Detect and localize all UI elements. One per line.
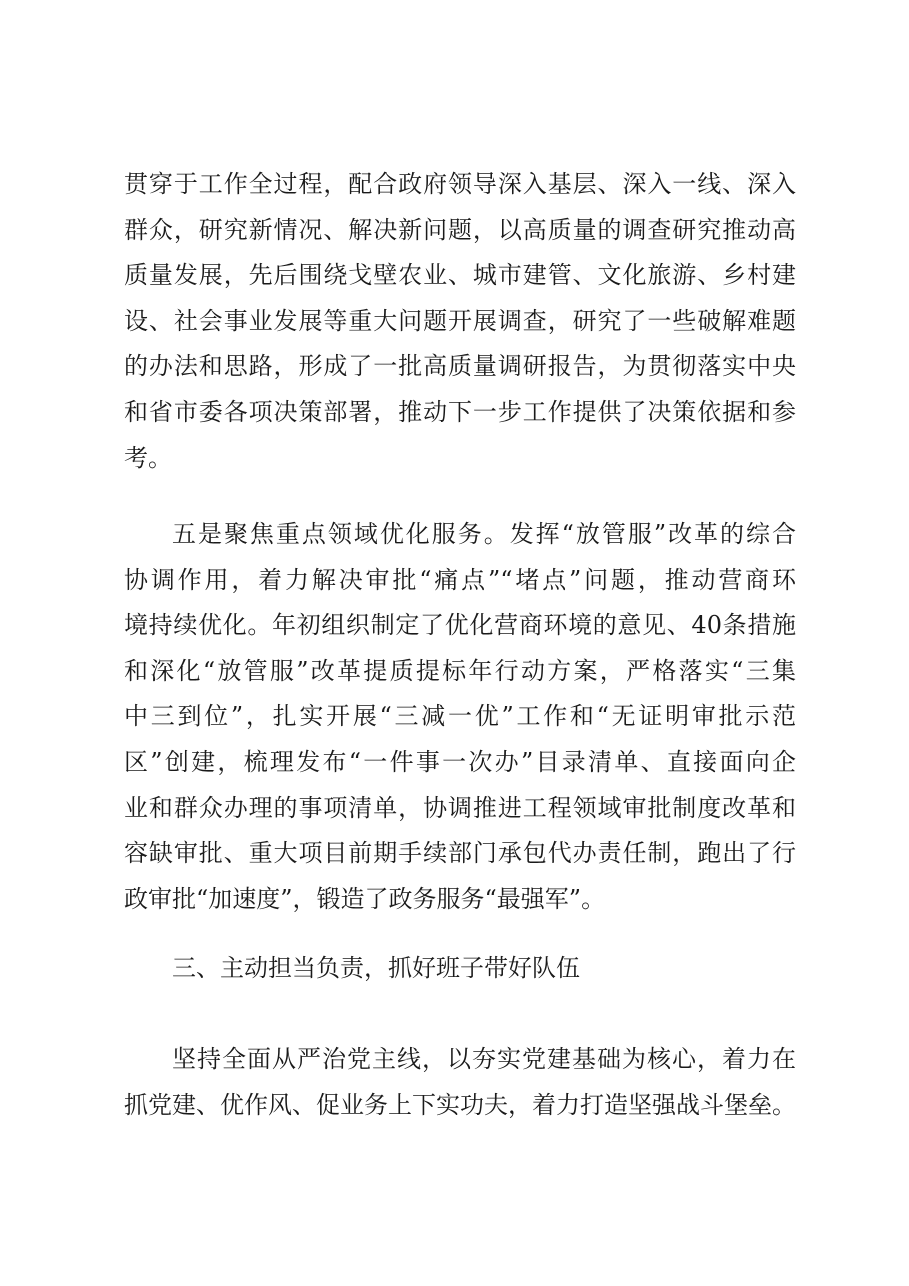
paragraph-line: 区”创建，梳理发布“一件事一次办”目录清单、直接面向企 bbox=[124, 747, 796, 776]
paragraph-line: 业和群众办理的事项清单，协调推进工程领域审批制度改革和 bbox=[124, 793, 796, 822]
paragraph-research bbox=[124, 162, 796, 481]
paragraph-line: 境持续优化。年初组织制定了优化营商环境的意见、40条措施 bbox=[124, 611, 796, 640]
paragraph-line: 的办法和思路，形成了一批高质量调研报告，为贯彻落实中央 bbox=[124, 352, 796, 381]
paragraph-line: 和深化“放管服”改革提质提标年行动方案，严格落实“三集 bbox=[124, 656, 796, 685]
paragraph-line: 五是聚焦重点领域优化服务。发挥“放管服”改革的综合 bbox=[172, 520, 796, 548]
paragraph-party-building bbox=[124, 1037, 796, 1128]
paragraph-line: 中三到位”，扎实开展“三减一优”工作和“无证明审批示范 bbox=[124, 702, 796, 731]
paragraph-service-optimization bbox=[124, 512, 796, 922]
paragraph-line: 贯穿于工作全过程，配合政府领导深入基层、深入一线、深入 bbox=[124, 170, 796, 198]
paragraph-line: 质量发展，先后围绕戈壁农业、城市建管、文化旅游、乡村建 bbox=[124, 261, 796, 290]
paragraph-line: 坚持全面从严治党主线，以夯实党建基础为核心，着力在 bbox=[172, 1045, 796, 1073]
paragraph-line: 容缺审批、重大项目前期手续部门承包代办责任制，跑出了行 bbox=[124, 839, 796, 868]
section-heading bbox=[124, 946, 796, 992]
paragraph-line: 考。 bbox=[124, 443, 172, 472]
paragraph-line: 设、社会事业发展等重大问题开展调查，研究了一些破解难题 bbox=[124, 306, 796, 335]
paragraph-line: 政审批“加速度”，锻造了政务服务“最强军”。 bbox=[124, 884, 606, 913]
paragraph-line: 协调作用，着力解决审批“痛点”“堵点”问题，推动营商环 bbox=[124, 565, 796, 594]
section-heading-text: 三、主动担当负责，抓好班子带好队伍 bbox=[172, 954, 580, 982]
paragraph-line: 抓党建、优作风、促业务上下实功夫，着力打造坚强战斗堡垒。 bbox=[124, 1090, 796, 1119]
paragraph-line: 群众，研究新情况、解决新问题，以高质量的调查研究推动高 bbox=[124, 215, 796, 244]
paragraph-line: 和省市委各项决策部署，推动下一步工作提供了决策依据和参 bbox=[124, 397, 796, 426]
